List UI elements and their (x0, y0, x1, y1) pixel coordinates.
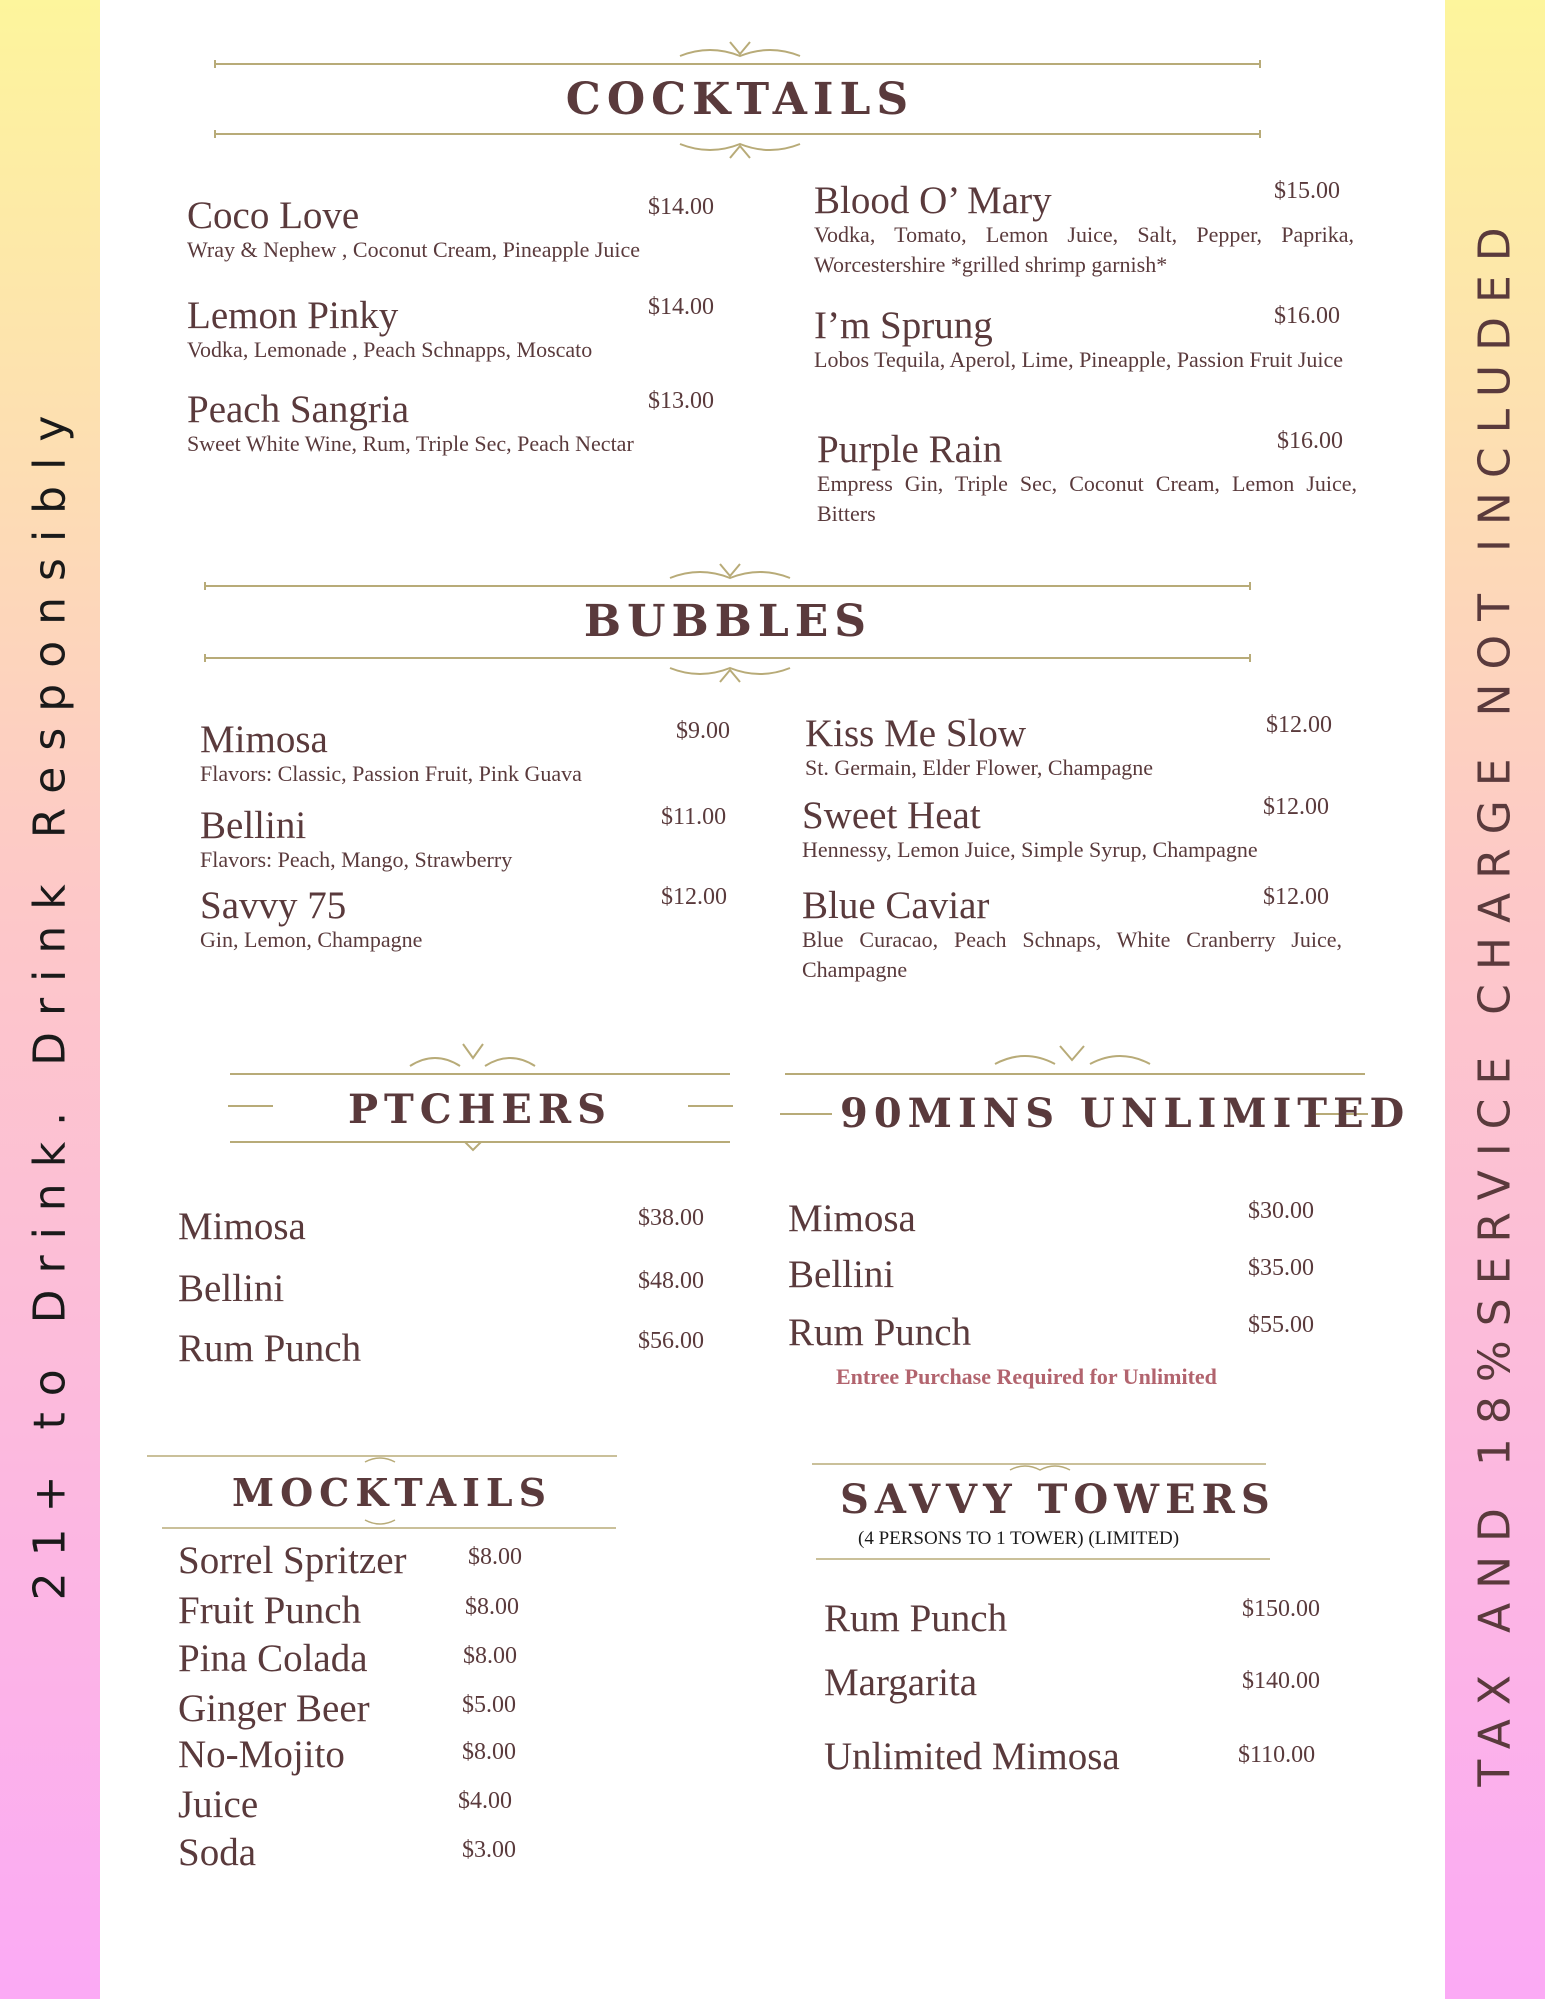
item-price: $56.00 (638, 1328, 704, 1354)
left-side-banner (0, 0, 100, 1999)
item-price: $8.00 (462, 1739, 516, 1765)
cocktails-top-ornament (210, 34, 1270, 74)
tower-item-name: Unlimited Mimosa (824, 1735, 1120, 1778)
item-description: Lobos Tequila, Aperol, Lime, Pineapple, Passion Fruit Juice (814, 347, 1344, 372)
item-description: Wray & Nephew , Coconut Cream, Pineapple Juice (187, 237, 641, 262)
unlimited-title: 90MINS UNLIMITED (840, 1090, 1411, 1137)
item-price: $35.00 (1248, 1255, 1314, 1281)
item-price: $5.00 (462, 1692, 516, 1718)
unlimited-top-ornament (780, 1038, 1370, 1078)
item-price: $12.00 (1266, 712, 1332, 738)
mocktail-item-name: No-Mojito (178, 1733, 345, 1776)
pitchers-top-ornament (225, 1036, 735, 1076)
item-price: $16.00 (1277, 428, 1343, 454)
tower-item-name: Rum Punch (824, 1597, 1008, 1640)
mocktail-item-name: Pina Colada (178, 1637, 368, 1680)
cocktail-item (187, 390, 727, 459)
item-price: $13.00 (648, 388, 714, 414)
item-name: Lemon Pinky (187, 294, 399, 337)
item-description: Vodka, Tomato, Lemon Juice, Salt, Pepper, Paprika, Worcestershire *grilled shrimp garnish* (814, 222, 1354, 277)
pitcher-item-name: Rum Punch (178, 1327, 362, 1370)
item-price: $16.00 (1274, 303, 1340, 329)
item-price: $15.00 (1274, 178, 1340, 204)
cocktails-title: COCKTAILS (565, 74, 915, 125)
item-price: $140.00 (1242, 1668, 1320, 1694)
cocktail-item (814, 181, 1354, 280)
bubbles-item (200, 806, 720, 875)
unlimited-item-name: Rum Punch (788, 1311, 972, 1354)
cocktail-item (187, 196, 727, 265)
item-description: Vodka, Lemonade , Peach Schnapps, Moscato (187, 337, 593, 362)
mocktail-item-name: Ginger Beer (178, 1687, 370, 1730)
item-name: Blood O’ Mary (814, 179, 1052, 222)
item-description: Blue Curacao, Peach Schnaps, White Cranberry Juice, Champagne (802, 927, 1342, 982)
item-name: Mimosa (200, 718, 328, 761)
mocktail-item-name: Sorrel Spritzer (178, 1539, 407, 1582)
item-description: Sweet White Wine, Rum, Triple Sec, Peach Nectar (187, 431, 634, 456)
unlimited-item-name: Mimosa (788, 1197, 916, 1240)
towers-subtitle: (4 PERSONS TO 1 TOWER) (LIMITED) (858, 1528, 1180, 1549)
bubbles-title: BUBBLES (583, 596, 873, 647)
mocktail-item-name: Juice (178, 1783, 259, 1826)
mocktail-item-name: Soda (178, 1831, 256, 1874)
cocktail-item (814, 306, 1354, 375)
tower-item-name: Margarita (824, 1661, 978, 1704)
item-price: $150.00 (1242, 1596, 1320, 1622)
unlimited-note: Entree Purchase Required for Unlimited (836, 1364, 1217, 1389)
item-price: $48.00 (638, 1268, 704, 1294)
item-price: $3.00 (462, 1837, 516, 1863)
item-description: Empress Gin, Triple Sec, Coconut Cream, Lemon Juice, Bitters (817, 471, 1357, 526)
item-name: Bellini (200, 804, 307, 847)
item-description: Hennessy, Lemon Juice, Simple Syrup, Champagne (802, 837, 1258, 862)
service-charge-notice: TAX AND 18%SERVICE CHARGE NOT INCLUDED (1469, 212, 1521, 1787)
item-price: $14.00 (648, 294, 714, 320)
bubbles-item (802, 796, 1342, 865)
item-description: St. Germain, Elder Flower, Champagne (805, 755, 1153, 780)
item-price: $8.00 (463, 1643, 517, 1669)
item-price: $12.00 (1263, 884, 1329, 910)
item-price: $8.00 (468, 1544, 522, 1570)
item-price: $30.00 (1248, 1198, 1314, 1224)
item-price: $12.00 (1263, 794, 1329, 820)
item-price: $11.00 (661, 804, 727, 830)
item-description: Flavors: Classic, Passion Fruit, Pink Guava (200, 761, 582, 786)
cocktail-item (187, 296, 727, 365)
unlimited-item-name: Bellini (788, 1253, 895, 1296)
item-name: Peach Sangria (187, 388, 410, 431)
item-description: Flavors: Peach, Mango, Strawberry (200, 847, 513, 872)
right-side-banner (1445, 0, 1545, 1999)
item-name: I’m Sprung (814, 304, 993, 347)
item-name: Kiss Me Slow (805, 712, 1027, 755)
mocktails-top-ornament (145, 1448, 620, 1472)
item-price: $4.00 (458, 1788, 512, 1814)
pitcher-item-name: Mimosa (178, 1205, 306, 1248)
item-name: Coco Love (187, 194, 360, 237)
bubbles-top-ornament (200, 556, 1260, 596)
bubbles-item (805, 714, 1345, 783)
pitchers-bottom-ornament (225, 1136, 735, 1156)
item-price: $110.00 (1238, 1742, 1316, 1768)
item-price: $12.00 (661, 884, 727, 910)
bubbles-item (200, 720, 720, 789)
cocktails-bottom-ornament (210, 126, 1270, 166)
mocktails-title: MOCKTAILS (232, 1470, 553, 1515)
mocktails-bottom-ornament (160, 1516, 620, 1536)
item-name: Purple Rain (817, 428, 1003, 471)
item-name: Blue Caviar (802, 884, 990, 927)
towers-bottom-rule (814, 1554, 1274, 1564)
bubbles-item (200, 886, 720, 955)
item-price: $55.00 (1248, 1312, 1314, 1338)
item-name: Sweet Heat (802, 794, 981, 837)
bubbles-bottom-ornament (200, 650, 1260, 690)
bubbles-item (802, 886, 1342, 985)
cocktail-item (817, 430, 1357, 529)
mocktail-item-name: Fruit Punch (178, 1589, 362, 1632)
item-price: $9.00 (676, 718, 730, 744)
towers-title: SAVVY TOWERS (840, 1476, 1276, 1523)
pitchers-title: PTCHERS (347, 1086, 613, 1133)
item-price: $38.00 (638, 1205, 704, 1231)
item-price: $14.00 (648, 194, 714, 220)
item-description: Gin, Lemon, Champagne (200, 927, 423, 952)
item-name: Savvy 75 (200, 884, 347, 927)
age-notice: 21+ to Drink. Drink Responsibly (24, 399, 76, 1600)
item-price: $8.00 (465, 1594, 519, 1620)
pitcher-item-name: Bellini (178, 1267, 285, 1310)
